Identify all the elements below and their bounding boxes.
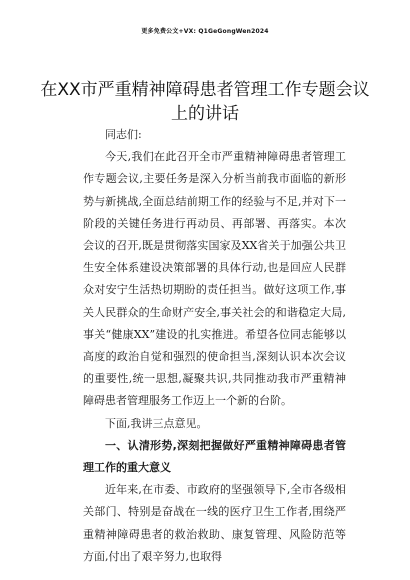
paragraph-3: 近年来,在市委、市政府的坚强领导下,全市各级相关部门、特别是奋战在一线的医疗卫生工作者,围绕严重精神障碍患者的救治救助、康复管理、风险防范等方面,付出了艰辛努力,也取得 [83,483,346,563]
paragraph-1: 今天,我们在此召开全市严重精神障碍患者管理工作专题会议,主要任务是深入分析当前我市面临的新形势与新挑战,全面总结前期工作的经验与不足,并对下一阶段的关键任务进行再动员、再部署、再落实。本次会议的召开,既是贯彻落实国家及XX省关于加强公共卫生安全体系建设决策部署的具体行动,也是回应人民群众对安宁生活热切期盼的责任担当。做好这项工作,事关人民群众的生命财产安全,事关社会的和谐稳定大局,事关“健康XX”建设的扎实推进。希望各位同志能够以高度的政治自觉和强烈的使命担当,深刻认识本次会议的重要性,统一思想,凝聚共识,共同推动我市严重精神障碍患者管理服务工作迈上一个新的台阶。 [83,150,346,408]
header-note: 更多免费公文+VX: Q1GeGongWen2024 [141,28,269,35]
title-line-1: 在XX市严重精神障碍患者管理工作专题会议 [40,80,370,100]
section-heading-1: 一、认清形势,深刻把握做好严重精神障碍患者管理工作的重大意义 [83,438,346,475]
document-title [40,78,370,126]
greeting: 同志们: [105,128,142,141]
title-line-2: 上的讲话 [171,104,239,124]
paragraph-2: 下面,我讲三点意见。 [105,416,208,430]
document-body [83,124,346,568]
